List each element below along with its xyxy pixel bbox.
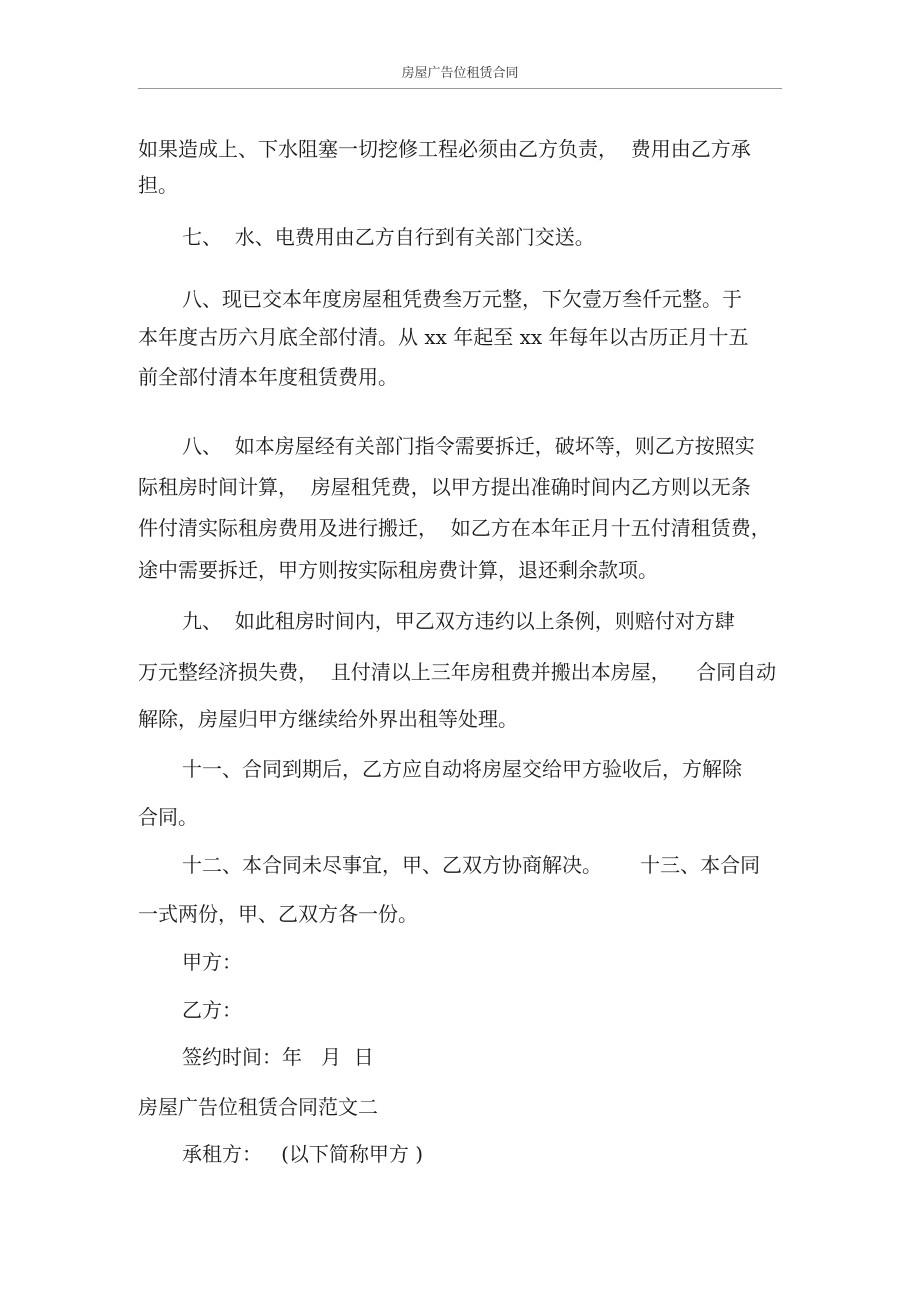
party-a-label: 甲方： bbox=[182, 950, 242, 974]
clause-8-line-3: 前全部付清本年度租赁费用。 bbox=[138, 365, 398, 389]
clause-8b-line-4: 途中需要拆迁，甲方则按实际租房费计算，退还剩余款项。 bbox=[138, 558, 658, 582]
clause-8b-line-3: 件付清实际租房费用及进行搬迁， 如乙方在本年正月十五付清租赁费， bbox=[138, 516, 771, 540]
signing-date-label: 签约时间：年 月 日 bbox=[182, 1045, 374, 1069]
clause-8-line-1: 八、现已交本年度房屋租凭费叁万元整，下欠壹万叁仟元整。于 bbox=[182, 287, 742, 311]
clause-12-line-2: 一式两份，甲、乙双方各一份。 bbox=[138, 902, 418, 926]
clause-11-line-1: 十一、合同到期后，乙方应自动将房屋交给甲方验收后，方解除 bbox=[182, 757, 742, 781]
clause-9-line-1: 九、 如此租房时间内，甲乙双方违约以上条例，则赔付对方肆 bbox=[182, 609, 735, 633]
header-divider bbox=[138, 88, 782, 89]
clause-9-line-3: 解除，房屋归甲方继续给外界出租等处理。 bbox=[138, 707, 518, 731]
page-header-title: 房屋广告位租赁合同 bbox=[401, 66, 519, 81]
clause-12-line-1: 十二、本合同未尽事宜，甲、乙双方协商解决。 十三、本合同 bbox=[182, 853, 761, 877]
clause-8-line-2: 本年度古历六月底全部付清。从 xx 年起至 xx 年每年以古历正月十五 bbox=[138, 325, 749, 349]
section-title-sample-2: 房屋广告位租赁合同范文二 bbox=[138, 1095, 378, 1119]
lessee-label: 承租方： (以下简称甲方 ) bbox=[182, 1142, 424, 1166]
clause-8b-line-2: 际租房时间计算， 房屋租凭费，以甲方提出准确时间内乙方则以无条 bbox=[138, 475, 751, 499]
clause-8b-line-1: 八、 如本房屋经有关部门指令需要拆迁，破坏等，则乙方按照实 bbox=[182, 434, 755, 458]
text-line: 如果造成上、下水阻塞一切挖修工程必须由乙方负责， 费用由乙方承 bbox=[138, 137, 751, 161]
party-b-label: 乙方： bbox=[182, 998, 242, 1022]
text-line: 担。 bbox=[138, 173, 178, 197]
clause-9-line-2: 万元整经济损失费， 且付清以上三年房租费并搬出本房屋， 合同自动 bbox=[138, 660, 777, 684]
clause-7: 七、 水、电费用由乙方自行到有关部门交送。 bbox=[182, 225, 595, 249]
clause-11-line-2: 合同。 bbox=[138, 805, 198, 829]
